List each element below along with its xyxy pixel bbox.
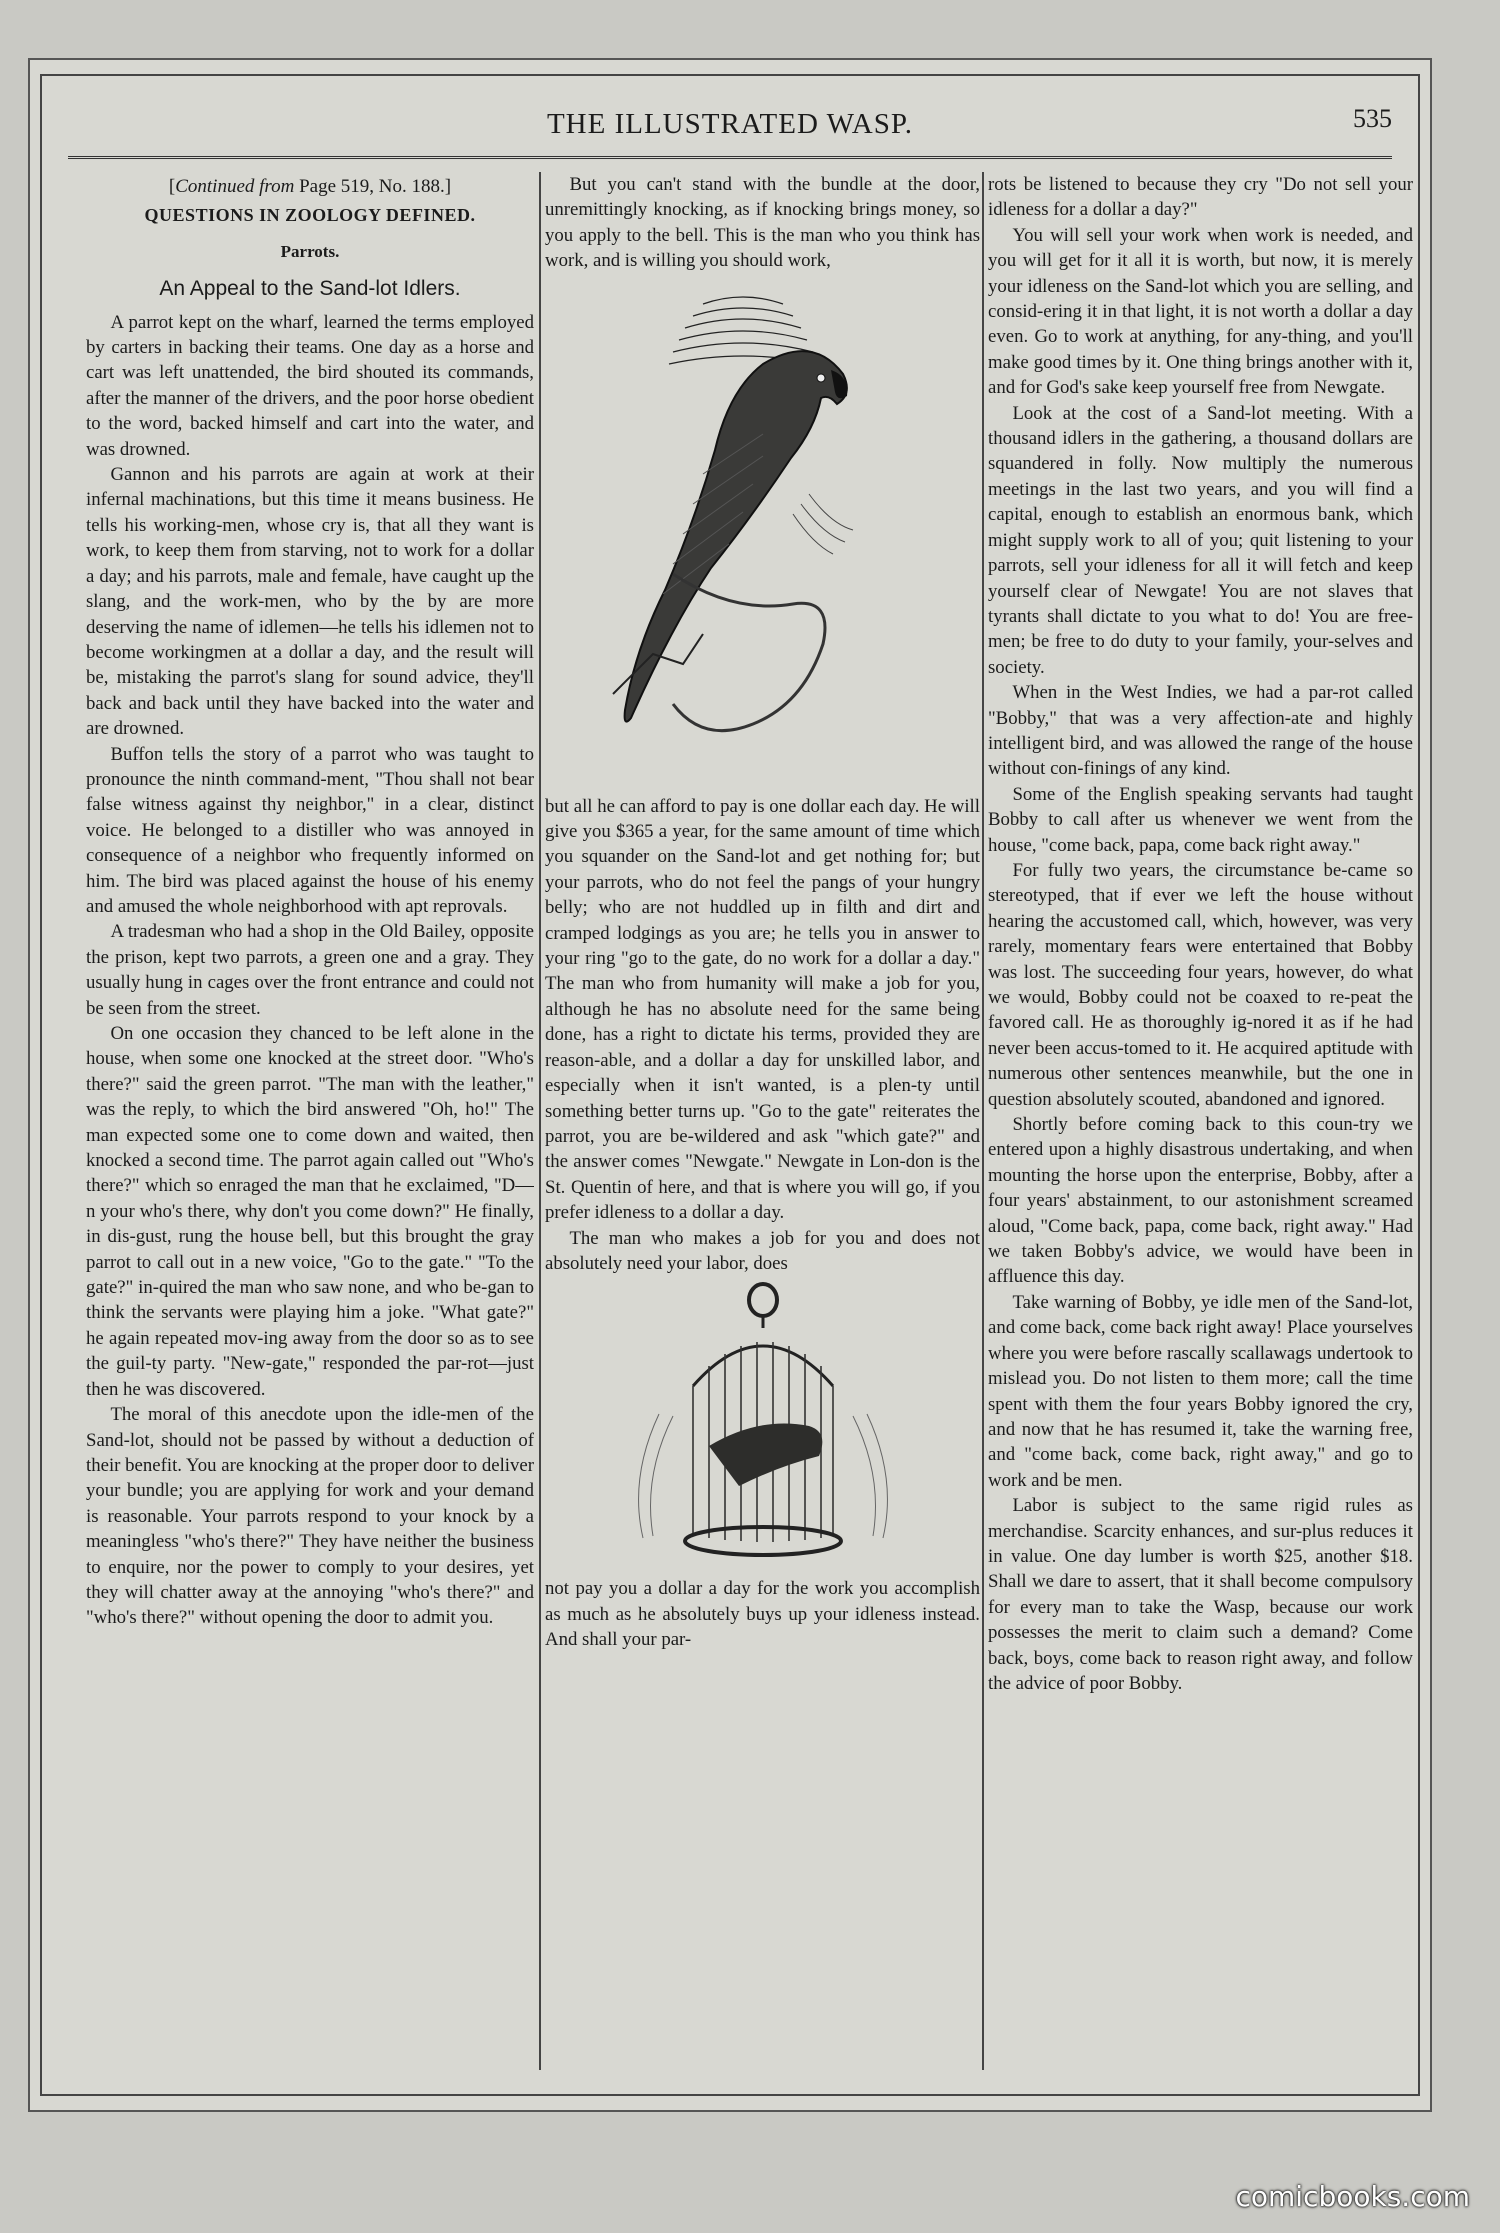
paragraph: Look at the cost of a Sand-lot meeting. With a thousand idlers in the gathering, a thousand dollars are squandered in folly. Now multiply the numerous meetings in the last two years, and you will find a capital, enough to establish an enormous bank, which might supply work to all of you; quit listening to your parrots, sell your idleness for all it will fetch and keep yourself clear of Newgate! You are not slaves that tyrants shall dictate to you what to do! You are free-men; be free to do duty to your family, your-selves and society.: [988, 402, 1413, 678]
masthead-title: THE ILLUSTRATED WASP.: [546, 108, 914, 140]
paragraph: Gannon and his parrots are again at work at their infernal machinations, but this time it means business. He tells his working-men, whose cry is, that all they want is work, to keep them from starving, not to work for a dollar a day; and his parrots, male and female, have caught up the slang, and the work-men, who by the by are more deserving the name of idlemen—he tells his idlemen not to become workingmen at a dollar a day, and the result will be, mistaking the parrot's slang for sound advice, they'll back and back until they have backed into the water and are drowned.: [86, 464, 534, 740]
column-three: [988, 172, 1413, 2070]
parrot-illustration: [553, 274, 973, 794]
continued-reference: Page 519, No. 188.]: [294, 176, 452, 197]
column-one: [86, 172, 534, 2070]
newspaper-page: [28, 58, 1432, 2112]
paragraph: Some of the English speaking servants had taught Bobby to call after us whenever we went from the house, "come back, papa, come back right away.": [988, 783, 1413, 856]
paragraph: not pay you a dollar a day for the work you accomplish as much as he absolutely buys up your idleness instead. And shall your par-: [545, 1578, 980, 1651]
site-watermark: comicbooks.com: [1235, 2180, 1470, 2213]
paragraph: The man who makes a job for you and does not absolutely need your labor, does: [545, 1227, 980, 1274]
paragraph: You will sell your work when work is needed, and you will get for it all it is worth, but now, it is merely your idleness on the Sand-lot which you are selling, and consid-ering it in that light, it is not worth a dollar a day even. Go to work at anything, for any-thing, and you'll make good times by it. One thing brings another with it, and for God's sake keep yourself free from Newgate.: [988, 224, 1413, 399]
column-rule: [982, 172, 984, 2070]
paragraph: Shortly before coming back to this coun-try we entered upon a highly disastrous undertaking, and when mounting the horse upon the enterprise, Bobby, after a four years' abstainment, to our astonishment screamed aloud, "Come back, papa, come back, right away." Had we taken Bobby's advice, we would have been in affluence this day.: [988, 1114, 1413, 1288]
continued-note: [86, 174, 534, 199]
paragraph: but all he can afford to pay is one dollar each day. He will give you $365 a year, for the same amount of time which you squander on the Sand-lot and get nothing for; but your parrots, who do not feel the pangs of your hungry belly; who are not huddled up in filth and dirt and cramped lodgings as you are; he tells you in answer to your ring "go to the gate, do no work for a dollar a day." The man who from humanity will make a job for you, although he has no absolute need for the same being done, has a right to dictate his terms, provided they are reason-able, and a dollar a day for unskilled labor, and especially when it isn't wanted, is a plen-ty until something better turns up. "Go to the gate" reiterates the parrot, you are be-wildered and ask "which gate?" and the answer comes "Newgate." Newgate in Lon-don is the St. Quentin of here, and that is where you will go, if you prefer idleness to a dollar a day.: [545, 795, 980, 1224]
birdcage-illustration: [613, 1276, 913, 1576]
paragraph: On one occasion they chanced to be left alone in the house, when some one knocked at the street door. "Who's there?" said the green parrot. "The man with the leather," was the reply, to which the bird answered "Oh, ho!" The man expected some one to come down and waited, then knocked a second time. The parrot again called out "Who's there?" which so enraged the man that he exclaimed, "D—n your who's there, why don't you come down?" He finally, in dis-gust, rung the house bell, but this brought the gray parrot to call out in a new voice, "Go to the gate." "To the gate?" in-quired the man who saw none, and who be-gan to think the servants were playing him a joke. "What gate?" he again repeated mov-ing away from the door so as to see the guil-ty party. "New-gate," responded the par-rot—just then he was discovered.: [86, 1023, 534, 1400]
paragraph: For fully two years, the circumstance be-came so stereotyped, that if ever we left the house without hearing the accustomed call, which, however, was very rarely, momentary fears were entertained that Bobby was lost. The succeeding four years, however, do what we would, Bobby could not be coaxed to re-peat the favored call. He as thoroughly ig-nored it as if he had never been accus-tomed to it. He acquired aptitude with numerous other sentences meanwhile, but the one in question absolutely scouted, abandoned and ignored.: [988, 859, 1413, 1110]
continued-bracket: [: [168, 176, 176, 197]
paragraph: Labor is subject to the same rigid rules as merchandise. Scarcity enhances, and sur-plus reduces it in value. One day lumber is worth $25, another $18. Shall we dare to assert, that it shall become compulsory for every man to take the Wasp, because our work possesses the merit to claim such a demand? Come back, boys, come back to reason right away, and follow the advice of poor Bobby.: [988, 1495, 1413, 1694]
article-subheading: Parrots.: [280, 241, 340, 261]
appeal-title: An Appeal to the Sand-lot Idlers.: [159, 277, 461, 301]
paragraph: rots be listened to because they cry "Do not sell your idleness for a dollar a day?": [988, 174, 1413, 221]
article-heading: QUESTIONS IN ZOOLOGY DEFINED.: [144, 205, 476, 226]
paragraph: The moral of this anecdote upon the idle-men of the Sand-lot, should not be passed by without a deduction of their benefit. You are knocking at the proper door to deliver your bundle; you are applying for work and your demand is reasonable. Your parrots respond to your knock by a meaningless "who's there?" They have neither the business to enquire, nor the power to comply to your desires, yet they will chatter away at the annoying "who's there?" and "who's there?" without opening the door to admit you.: [86, 1404, 534, 1629]
paragraph: Take warning of Bobby, ye idle men of the Sand-lot, and come back, come back right away! Place yourselves where you were before rascally scallawags undertook to mislead you. Do not listen to them more; call the time spent with them the four years Bobby ignored the cry, and now that he has resumed it, take the warning free, and "come back, come back, right away," and go to work and be men.: [988, 1291, 1413, 1491]
paragraph: But you can't stand with the bundle at the door, unremittingly knocking, as if knocking brings money, so you apply to the bell. This is the man who you think has work, and is willing you should work,: [545, 174, 980, 272]
paragraph: When in the West Indies, we had a par-rot called "Bobby," that was a very affection-ate and highly intelligent bird, and was allowed the range of the house without con-finings of any kind.: [988, 682, 1413, 780]
paragraph: Buffon tells the story of a parrot who was taught to pronounce the ninth command-ment, "Thou shall not bear false witness against thy neighbor," in a clear, distinct voice. He belonged to a distiller who was annoyed in consequence of a neighbor who frequently informed on him. The bird was placed against the house of his enemy and amused the whole neighborhood with apt reprovals.: [86, 743, 534, 917]
paragraph: A parrot kept on the wharf, learned the terms employed by carters in backing their teams. One day as a horse and cart was left unattended, the bird shouted its commands, after the manner of the drivers, and the poor horse obedient to the word, backed himself and cart into the water, and was drowned.: [86, 311, 534, 460]
paragraph: A tradesman who had a shop in the Old Bailey, opposite the prison, kept two parrots, a green one and a gray. They usually hung in cages over the front entrance and could not be seen from the street.: [86, 921, 534, 1019]
continued-from-label: Continued from: [175, 176, 295, 197]
page-header: [68, 100, 1392, 159]
column-two: [545, 172, 980, 2070]
page-number: 535: [1353, 104, 1392, 133]
column-rule: [539, 172, 541, 2070]
